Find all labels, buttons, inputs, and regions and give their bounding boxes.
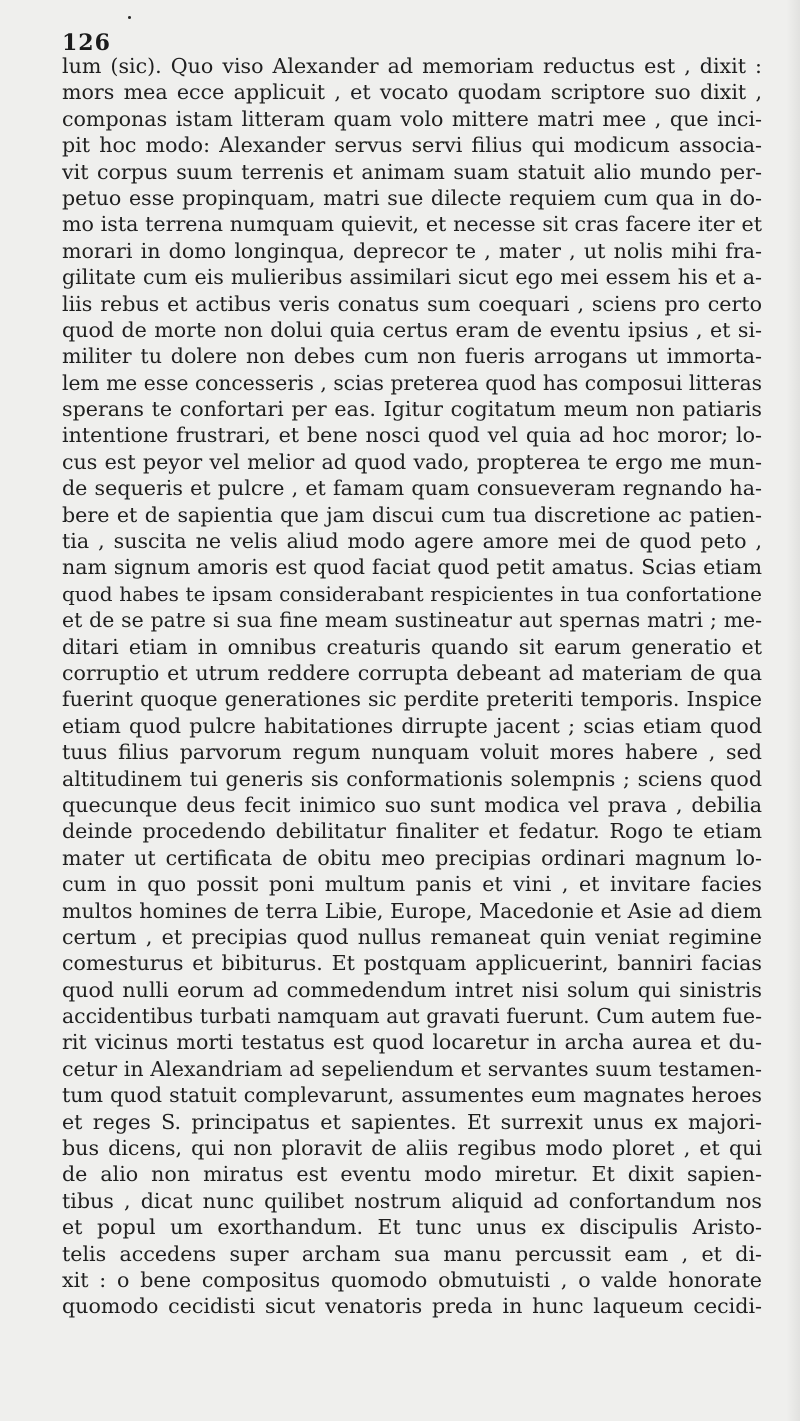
text-line: rit vicinus morti testatus est quod locaretur in archa aurea et du- xyxy=(62,1030,762,1055)
text-line: tuus filius parvorum regum nunquam voluit mores habere , sed xyxy=(62,740,762,765)
text-line: cetur in Alexandriam ad sepeliendum et servantes suum testamen- xyxy=(62,1056,762,1081)
text-line: multos homines de terra Libie, Europe, Macedonie et Asie ad diem xyxy=(62,898,762,923)
text-line: sperans te confortari per eas. Igitur cogitatum meum non patiaris xyxy=(62,397,762,422)
text-line: vit corpus suum terrenis et animam suam statuit alio mundo per- xyxy=(62,159,762,184)
text-line: morari in domo longinqua, deprecor te , mater , ut nolis mihi fra- xyxy=(62,238,762,263)
text-line: comesturus et bibiturus. Et postquam applicuerint, banniri facias xyxy=(62,951,762,976)
text-line: de alio non miratus est eventu modo miretur. Et dixit sapien- xyxy=(62,1162,762,1187)
text-line: fuerint quoque generationes sic perdite preteriti temporis. Inspice xyxy=(62,687,762,712)
text-line: cus est peyor vel melior ad quod vado, propterea te ergo me mun- xyxy=(62,449,762,474)
text-line: liis rebus et actibus veris conatus sum coequari , sciens pro certo xyxy=(62,291,762,316)
text-line: deinde procedendo debilitatur finaliter et fedatur. Rogo te etiam xyxy=(62,819,762,844)
text-line: gilitate cum eis mulieribus assimilari sicut ego mei essem his et a- xyxy=(62,265,762,290)
text-line: cum in quo possit poni multum panis et vini , et invitare facies xyxy=(62,872,762,897)
text-line: altitudinem tui generis sis conformationis solempnis ; sciens quod xyxy=(62,766,762,791)
text-line: tia , suscita ne velis aliud modo agere amore mei de quod peto , xyxy=(62,529,762,554)
text-line: certum , et precipias quod nullus remaneat quin veniat regimine xyxy=(62,924,762,949)
text-line: bere et de sapientia que jam discui cum tua discretione ac patien- xyxy=(62,502,762,527)
text-line: telis accedens super archam sua manu percussit eam , et di- xyxy=(62,1241,762,1266)
ink-speck xyxy=(128,16,131,19)
text-line: xit : o bene compositus quomodo obmutuisti , o valde honorate xyxy=(62,1267,762,1292)
text-line: militer tu dolere non debes cum non fueris arrogans ut immorta- xyxy=(62,344,762,369)
text-line: quod nulli eorum ad commedendum intret nisi solum qui sinistris xyxy=(62,977,762,1002)
text-line: mors mea ecce applicuit , et vocato quodam scriptore suo dixit , xyxy=(62,80,762,105)
text-line: petuo esse propinquam, matri sue dilecte requiem cum qua in do- xyxy=(62,185,762,210)
page-number: 126 xyxy=(62,30,111,56)
text-line: et de se patre si sua fine meam sustineatur aut spernas matri ; me- xyxy=(62,608,762,633)
text-line: tum quod statuit complevarunt, assumentes eum magnates heroes xyxy=(62,1083,762,1108)
text-line: quod habes te ipsam considerabant respicientes in tua confortatione xyxy=(62,581,762,606)
text-line: de sequeris et pulcre , et famam quam consueveram regnando ha- xyxy=(62,476,762,501)
text-line: ditari etiam in omnibus creaturis quando sit earum generatio et xyxy=(62,634,762,659)
text-line: pit hoc modo: Alexander servus servi filius qui modicum associa- xyxy=(62,133,762,158)
text-line: bus dicens, qui non ploravit de aliis regibus modo ploret , et qui xyxy=(62,1136,762,1161)
text-line: mo ista terrena numquam quievit, et necesse sit cras facere iter et xyxy=(62,212,762,237)
text-line: componas istam litteram quam volo mittere matri mee , que inci- xyxy=(62,106,762,131)
text-line: lem me esse concesseris , scias preterea quod has composui litteras xyxy=(62,370,762,395)
text-line: nam signum amoris est quod faciat quod petit amatus. Scias etiam xyxy=(62,555,762,580)
text-line: intentione frustrari, et bene nosci quod vel quia ad hoc moror; lo- xyxy=(62,423,762,448)
text-line: quomodo cecidisti sicut venatoris preda in hunc laqueum cecidi- xyxy=(62,1294,762,1319)
text-line: tibus , dicat nunc quilibet nostrum aliquid ad confortandum nos xyxy=(62,1188,762,1213)
page-edge-shadow xyxy=(786,0,800,1421)
text-line: corruptio et utrum reddere corrupta debeant ad materiam de qua xyxy=(62,660,762,685)
text-line: et reges S. principatus et sapientes. Et surrexit unus ex majori- xyxy=(62,1109,762,1134)
text-line: accidentibus turbati namquam aut gravati fuerunt. Cum autem fue- xyxy=(62,1004,762,1029)
body-text xyxy=(62,53,762,1320)
text-line: quod de morte non dolui quia certus eram de eventu ipsius , et si- xyxy=(62,317,762,342)
text-line: etiam quod pulcre habitationes dirrupte jacent ; scias etiam quod xyxy=(62,713,762,738)
text-line: lum (sic). Quo viso Alexander ad memoriam reductus est , dixit : xyxy=(62,54,762,78)
text-line: quecunque deus fecit inimico suo sunt modica vel prava , debilia xyxy=(62,792,762,817)
text-line: mater ut certificata de obitu meo precipias ordinari magnum lo- xyxy=(62,845,762,870)
text-line: et popul um exorthandum. Et tunc unus ex discipulis Aristo- xyxy=(62,1215,762,1240)
